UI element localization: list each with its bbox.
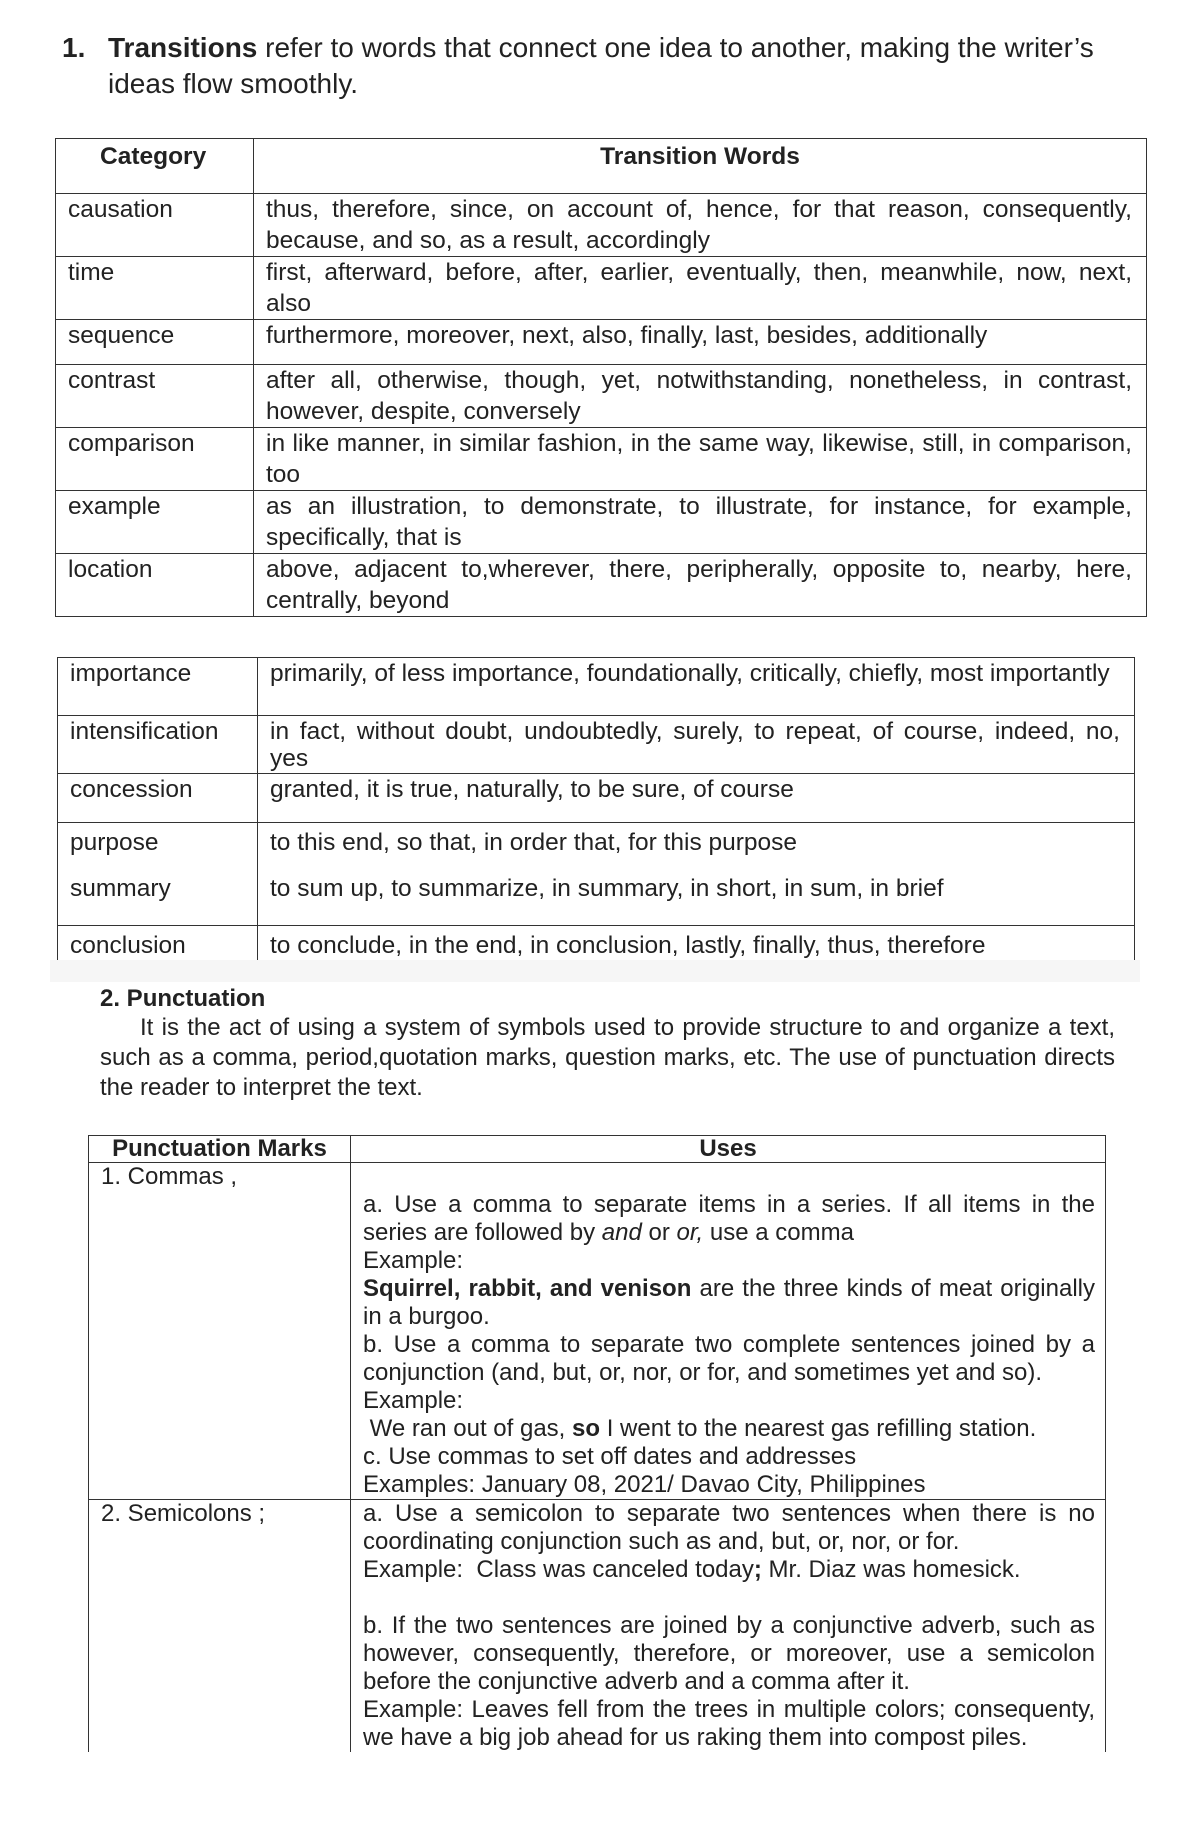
transitions-table (55, 138, 1147, 617)
semicolon-rule-a: a. Use a semicolon to separate two sentences when there is no coordinating conjunction such as and, but, or, nor, or for. (363, 1500, 1095, 1555)
row-category: example (56, 491, 254, 554)
comma-example-label: Example: (363, 1247, 464, 1274)
row-words: above, adjacent to,wherever, there, peripherally, opposite to, nearby, here, centrally, beyond (254, 554, 1147, 617)
section1-term: Transitions (108, 32, 258, 63)
row-words: after all, otherwise, though, yet, notwithstanding, nonetheless, in contrast, however, despite, conversely (254, 365, 1147, 428)
row-category: location (56, 554, 254, 617)
section1-number: 1. (62, 32, 86, 63)
table-row (58, 823, 1135, 874)
table-row (56, 257, 1147, 320)
comma-example-b: We ran out of gas, so I went to the nearest gas refilling station. (363, 1415, 1037, 1442)
row-words: as an illustration, to demonstrate, to illustrate, for instance, for example, specifically, that is (254, 491, 1147, 554)
section2-body: It is the act of using a system of symbols used to provide structure to and organize a text, such as a comma, period,quotation marks, question marks, etc. The use of punctuation directs the reader to interpret the text. (100, 1014, 1115, 1101)
mark-commas: 1. Commas , (89, 1163, 351, 1500)
table-row (56, 554, 1147, 617)
uses-semicolons (351, 1500, 1106, 1753)
punctuation-table (88, 1135, 1106, 1752)
comma-example-label: Example: (363, 1387, 464, 1414)
spacer (363, 1163, 1095, 1191)
semicolon-rule-b: b. If the two sentences are joined by a conjunctive adverb, such as however, consequently, therefore, or moreover, use a semicolon before the conjunctive adverb and a comma after it. (363, 1612, 1095, 1695)
table-row (58, 658, 1135, 716)
table-row-commas (89, 1163, 1106, 1500)
table-row-semicolons (89, 1500, 1106, 1753)
row-category: importance (58, 658, 258, 716)
header-uses: Uses (351, 1136, 1106, 1163)
row-words: primarily, of less importance, foundationally, critically, chiefly, most importantly (258, 658, 1135, 716)
section1-intro (62, 30, 1142, 102)
comma-examples-c: Examples: January 08, 2021/ Davao City, Philippines (363, 1471, 926, 1498)
row-category: purpose (58, 823, 258, 874)
mark-semicolons: 2. Semicolons ; (89, 1500, 351, 1753)
row-category: sequence (56, 320, 254, 365)
table-row (58, 774, 1135, 823)
row-category: causation (56, 194, 254, 257)
table-header-row (89, 1136, 1106, 1163)
row-words: granted, it is true, naturally, to be sure, of course (258, 774, 1135, 823)
row-words: to this end, so that, in order that, for this purpose (258, 823, 1135, 874)
row-words: in like manner, in similar fashion, in the same way, likewise, still, in comparison, too (254, 428, 1147, 491)
row-words: to conclude, in the end, in conclusion, lastly, finally, thus, therefore (258, 926, 1135, 977)
header-transition-words: Transition Words (254, 139, 1147, 194)
spacer (363, 1584, 1095, 1612)
section1-text-line2: ideas flow smoothly. (108, 68, 359, 99)
section2-heading: 2. Punctuation (100, 985, 266, 1012)
semicolon-example-a: Example: Class was canceled today; Mr. Diaz was homesick. (363, 1556, 1021, 1583)
row-words: thus, therefore, since, on account of, hence, for that reason, consequently, because, and so, as a result, accordingly (254, 194, 1147, 257)
semicolon-example-b: Example: Leaves fell from the trees in multiple colors; consequenty, we have a big job ahead for us raking them into compost piles. (363, 1696, 1095, 1751)
row-category: summary (58, 873, 258, 926)
row-category: conclusion (58, 926, 258, 977)
row-words: to sum up, to summarize, in summary, in short, in sum, in brief (258, 873, 1135, 926)
table-row (56, 320, 1147, 365)
row-words: furthermore, moreover, next, also, finally, last, besides, additionally (254, 320, 1147, 365)
table-row (56, 365, 1147, 428)
section1-text-line1: refer to words that connect one idea to another, making the writer’s (265, 32, 1094, 63)
row-category: intensification (58, 716, 258, 774)
table-row (56, 428, 1147, 491)
table-row (56, 491, 1147, 554)
row-category: comparison (56, 428, 254, 491)
row-category: contrast (56, 365, 254, 428)
transitions-table-continued (57, 657, 1135, 976)
table-row (58, 716, 1135, 774)
row-words: in fact, without doubt, undoubtedly, surely, to repeat, of course, indeed, no, yes (258, 716, 1135, 774)
comma-rule-b: b. Use a comma to separate two complete sentences joined by a conjunction (and, but, or, nor, or for, and sometimes yet and so). (363, 1331, 1095, 1386)
uses-commas (351, 1163, 1106, 1500)
row-category: time (56, 257, 254, 320)
header-category: Category (56, 139, 254, 194)
table-row (56, 194, 1147, 257)
table-row (58, 873, 1135, 926)
row-category: concession (58, 774, 258, 823)
comma-rule-c: c. Use commas to set off dates and addresses (363, 1443, 857, 1470)
table-header-row (56, 139, 1147, 194)
comma-rule-a: a. Use a comma to separate items in a series. If all items in the series are followed by and or or, use a comma (363, 1191, 1095, 1246)
comma-example-a: Squirrel, rabbit, and venison are the three kinds of meat originally in a burgoo. (363, 1275, 1096, 1330)
page-divider (50, 960, 1140, 982)
row-words: first, afterward, before, after, earlier, eventually, then, meanwhile, now, next, also (254, 257, 1147, 320)
header-punctuation-marks: Punctuation Marks (89, 1136, 351, 1163)
